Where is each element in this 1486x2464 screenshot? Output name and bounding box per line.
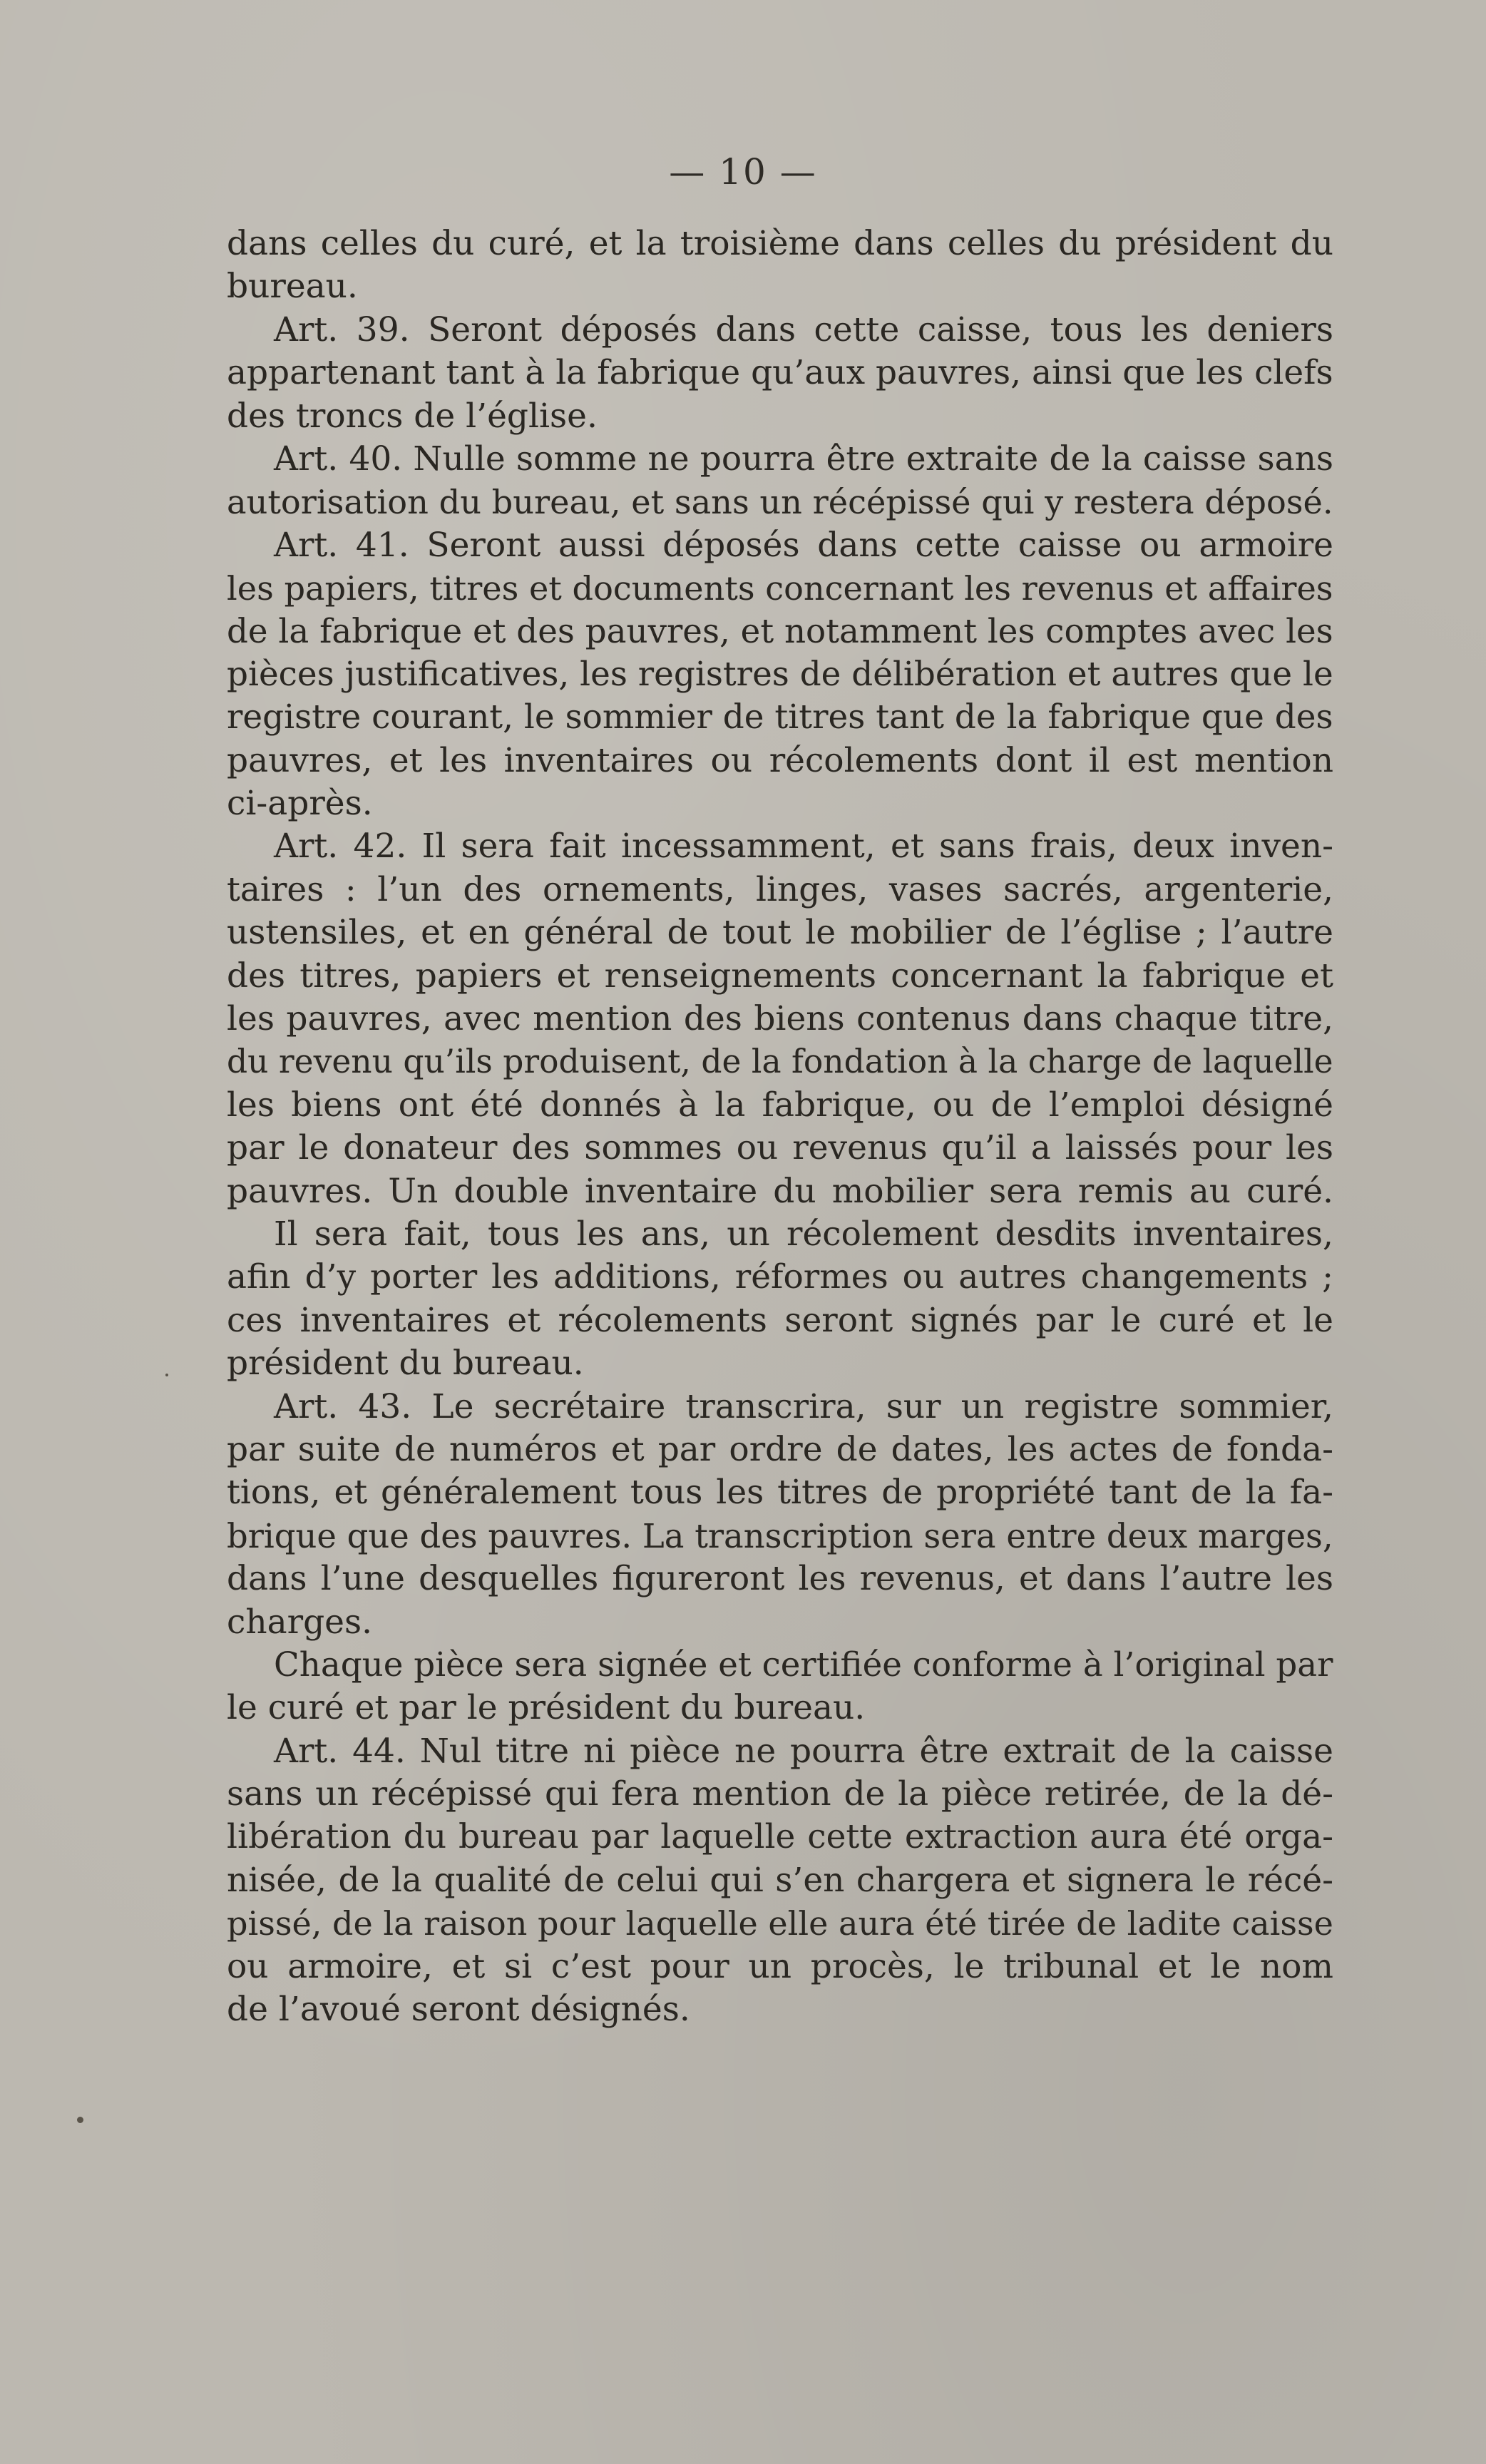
paragraph-start: Chaque pièce sera signée et certifiée conforme à l’original par: [274, 1645, 1333, 1685]
article-41-start: Art. 41. Seront aussi déposés dans cette caisse ou armoire: [274, 525, 1333, 565]
page-number: — 10 —: [669, 151, 817, 193]
article-43-start: Art. 43. Le secrétaire transcrira, sur un registre sommier,: [274, 1386, 1333, 1426]
article-39-start: Art. 39. Seront déposés dans cette caisse, tous les deniers: [274, 310, 1333, 349]
text-line: charges.: [227, 1602, 373, 1642]
article-42-start: Art. 42. Il sera fait incessamment, et sans frais, deux inven-: [274, 827, 1333, 867]
paper-speck: [77, 2117, 83, 2123]
text-line: taires : l’un des ornements, linges, vases sacrés, argenterie,: [227, 869, 1333, 909]
text-line: dans celles du curé, et la troisième dans celles du président du: [227, 224, 1333, 263]
text-line: des titres, papiers et renseignements concernant la fabrique et: [227, 956, 1333, 996]
paragraph-start: Il sera fait, tous les ans, un récolement desdits inventaires,: [274, 1214, 1333, 1254]
text-line: par le donateur des sommes ou revenus qu’il a laissés pour les: [227, 1128, 1333, 1168]
text-line: tions, et généralement tous les titres de propriété tant de la fa-: [227, 1473, 1333, 1513]
text-line: de la fabrique et des pauvres, et notamment les comptes avec les: [227, 612, 1333, 651]
text-line: le curé et par le président du bureau.: [227, 1688, 866, 1728]
text-line: ces inventaires et récolements seront signés par le curé et le: [227, 1300, 1333, 1340]
text-line: pauvres. Un double inventaire du mobilier sera remis au curé.: [227, 1171, 1333, 1211]
text-line: les papiers, titres et documents concernant les revenus et affaires: [227, 569, 1333, 608]
text-line: autorisation du bureau, et sans un récépissé qui y restera déposé.: [227, 483, 1333, 522]
text-line: appartenant tant à la fabrique qu’aux pauvres, ainsi que les clefs: [227, 353, 1333, 393]
text-line: bureau.: [227, 267, 358, 307]
text-line: dans l’une desquelles figureront les revenus, et dans l’autre les: [227, 1559, 1333, 1599]
text-line: sans un récépissé qui fera mention de la pièce retirée, de la dé-: [227, 1774, 1333, 1814]
text-line: président du bureau.: [227, 1344, 584, 1384]
text-line: pissé, de la raison pour laquelle elle aura été tirée de ladite caisse: [227, 1904, 1333, 1943]
text-line: registre courant, le sommier de titres tant de la fabrique que des: [227, 697, 1333, 737]
paper-speck: [165, 1374, 168, 1376]
text-line: pièces justificatives, les registres de délibération et autres que le: [227, 655, 1333, 694]
text-line: les pauvres, avec mention des biens contenus dans chaque titre,: [227, 999, 1333, 1039]
text-line: les biens ont été donnés à la fabrique, ou de l’emploi désigné: [227, 1085, 1333, 1125]
body-text: [227, 223, 1333, 2031]
text-line: pauvres, et les inventaires ou récolements dont il est mention: [227, 740, 1333, 780]
text-line: par suite de numéros et par ordre de dates, les actes de fonda-: [227, 1429, 1333, 1469]
text-line: brique que des pauvres. La transcription sera entre deux marges,: [227, 1516, 1333, 1555]
text-line: ustensiles, et en général de tout le mobilier de l’église ; l’autre: [227, 913, 1333, 953]
text-line: nisée, de la qualité de celui qui s’en chargera et signera le récé-: [227, 1860, 1333, 1900]
text-line: ci-après.: [227, 784, 373, 824]
text-line: afin d’y porter les additions, réformes ou autres changements ;: [227, 1257, 1333, 1297]
text-line: du revenu qu’ils produisent, de la fondation à la charge de laquelle: [227, 1043, 1333, 1081]
article-44-start: Art. 44. Nul titre ni pièce ne pourra être extrait de la caisse: [274, 1731, 1333, 1771]
text-line: des troncs de l’église.: [227, 396, 598, 436]
text-line: libération du bureau par laquelle cette extraction aura été orga-: [227, 1817, 1333, 1857]
article-40-start: Art. 40. Nulle somme ne pourra être extraite de la caisse sans: [274, 439, 1333, 479]
text-line: ou armoire, et si c’est pour un procès, le tribunal et le nom: [227, 1946, 1333, 1986]
text-line: de l’avoué seront désignés.: [227, 1990, 690, 2030]
